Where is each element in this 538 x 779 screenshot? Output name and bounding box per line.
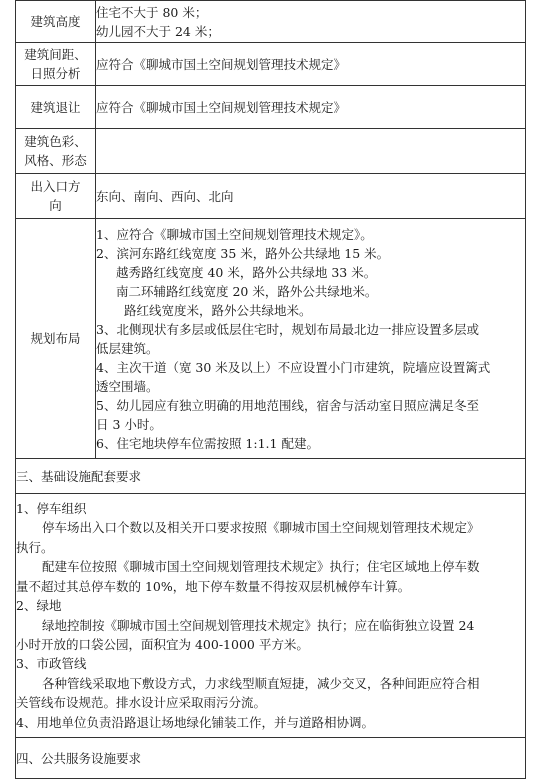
value-building-spacing: 应符合《聊城市国土空间规划管理技术规定》 <box>96 43 526 86</box>
height-line: 住宅不大于 80 米； <box>96 4 208 20</box>
height-line: 幼儿园不大于 24 米； <box>96 23 220 39</box>
layout-line: 南二环辅路红线宽度 20 米，路外公共绿地米。 <box>116 283 378 299</box>
label-line: 风格、形态 <box>24 153 87 168</box>
layout-line: 6、住宅地块停车位需按照 1:1.1 配建。 <box>96 435 319 451</box>
section-3-title: 三、基础设施配套要求 <box>16 459 526 494</box>
section-3-line: 1、停车组织 <box>16 501 87 517</box>
layout-line: 路红线宽度米，路外公共绿地米。 <box>124 302 312 318</box>
section-3-line: 配建车位按照《聊城市国土空间规划管理技术规定》执行；住宅区域地上停车数 <box>42 559 480 575</box>
label-line: 建筑色彩、 <box>24 134 87 149</box>
section-4-title: 四、公共服务设施要求 <box>16 738 526 779</box>
value-building-setback: 应符合《聊城市国土空间规划管理技术规定》 <box>96 86 526 129</box>
layout-line: 越秀路红线宽度 40 米，路外公共绿地 33 米。 <box>116 264 377 280</box>
value-entrance-direction: 东向、南向、西向、北向 <box>96 174 526 219</box>
row-section-3-title <box>16 459 526 494</box>
section-3-body <box>16 494 526 738</box>
section-3-line: 绿地控制按《聊城市国土空间规划管理技术规定》执行；应在临街独立设置 24 <box>42 617 475 633</box>
layout-line: 2、滨河东路红线宽度 35 米，路外公共绿地 15 米。 <box>96 245 390 261</box>
value-planning-layout <box>96 219 526 459</box>
label-building-setback: 建筑退让 <box>16 86 96 129</box>
label-building-style <box>16 129 96 174</box>
label-line: 建筑间距、 <box>24 47 87 62</box>
label-entrance-direction <box>16 174 96 219</box>
section-3-line: 关管线布设规范。排水设计应采取雨污分流。 <box>16 695 267 711</box>
row-building-setback <box>16 86 526 129</box>
layout-line: 4、主次干道（宽 30 米及以上）不应设置小门市建筑，院墙应设置篱式 <box>96 359 491 375</box>
section-3-line: 各种管线采取地下敷设方式，力求线型顺直短捷，减少交叉，各种间距应符合相 <box>42 675 480 691</box>
label-line: 向 <box>49 198 62 213</box>
section-3-line: 4、用地单位负责沿路退让场地绿化铺装工作，并与道路相协调。 <box>16 714 374 730</box>
planning-conditions-table <box>15 0 526 779</box>
value-building-style <box>96 129 526 174</box>
label-building-height: 建筑高度 <box>16 1 96 43</box>
layout-line: 3、北侧现状有多层或低层住宅时，规划布局最北边一排应设置多层或 <box>96 321 479 337</box>
section-3-line: 停车场出入口个数以及相关开口要求按照《聊城市国土空间规划管理技术规定》 <box>42 520 480 536</box>
section-3-line: 小时开放的口袋公园，面积宜为 400-1000 平方米。 <box>16 636 309 652</box>
section-3-line: 量不超过其总停车数的 10%，地下停车数量不得按双层机械停车计算。 <box>16 578 411 594</box>
layout-line: 日 3 小时。 <box>96 416 162 432</box>
row-section-3-body <box>16 494 526 738</box>
layout-line: 5、幼儿园应有独立明确的用地范围线，宿舍与活动室日照应满足冬至 <box>96 397 479 413</box>
label-building-spacing <box>16 43 96 86</box>
section-3-line: 2、绿地 <box>16 598 62 614</box>
row-entrance-direction <box>16 174 526 219</box>
layout-line: 1、应符合《聊城市国土空间规划管理技术规定》。 <box>96 226 373 242</box>
row-building-style <box>16 129 526 174</box>
layout-line: 低层建筑。 <box>96 340 159 356</box>
row-planning-layout <box>16 219 526 459</box>
row-building-height <box>16 1 526 43</box>
label-line: 出入口方 <box>30 179 81 194</box>
label-line: 日照分析 <box>30 66 81 81</box>
layout-line: 透空围墙。 <box>96 378 159 394</box>
section-3-line: 3、市政管线 <box>16 656 87 672</box>
row-building-spacing <box>16 43 526 86</box>
section-3-line: 执行。 <box>16 539 54 555</box>
value-building-height <box>96 1 526 43</box>
row-section-4-title <box>16 738 526 779</box>
label-planning-layout: 规划布局 <box>16 219 96 459</box>
